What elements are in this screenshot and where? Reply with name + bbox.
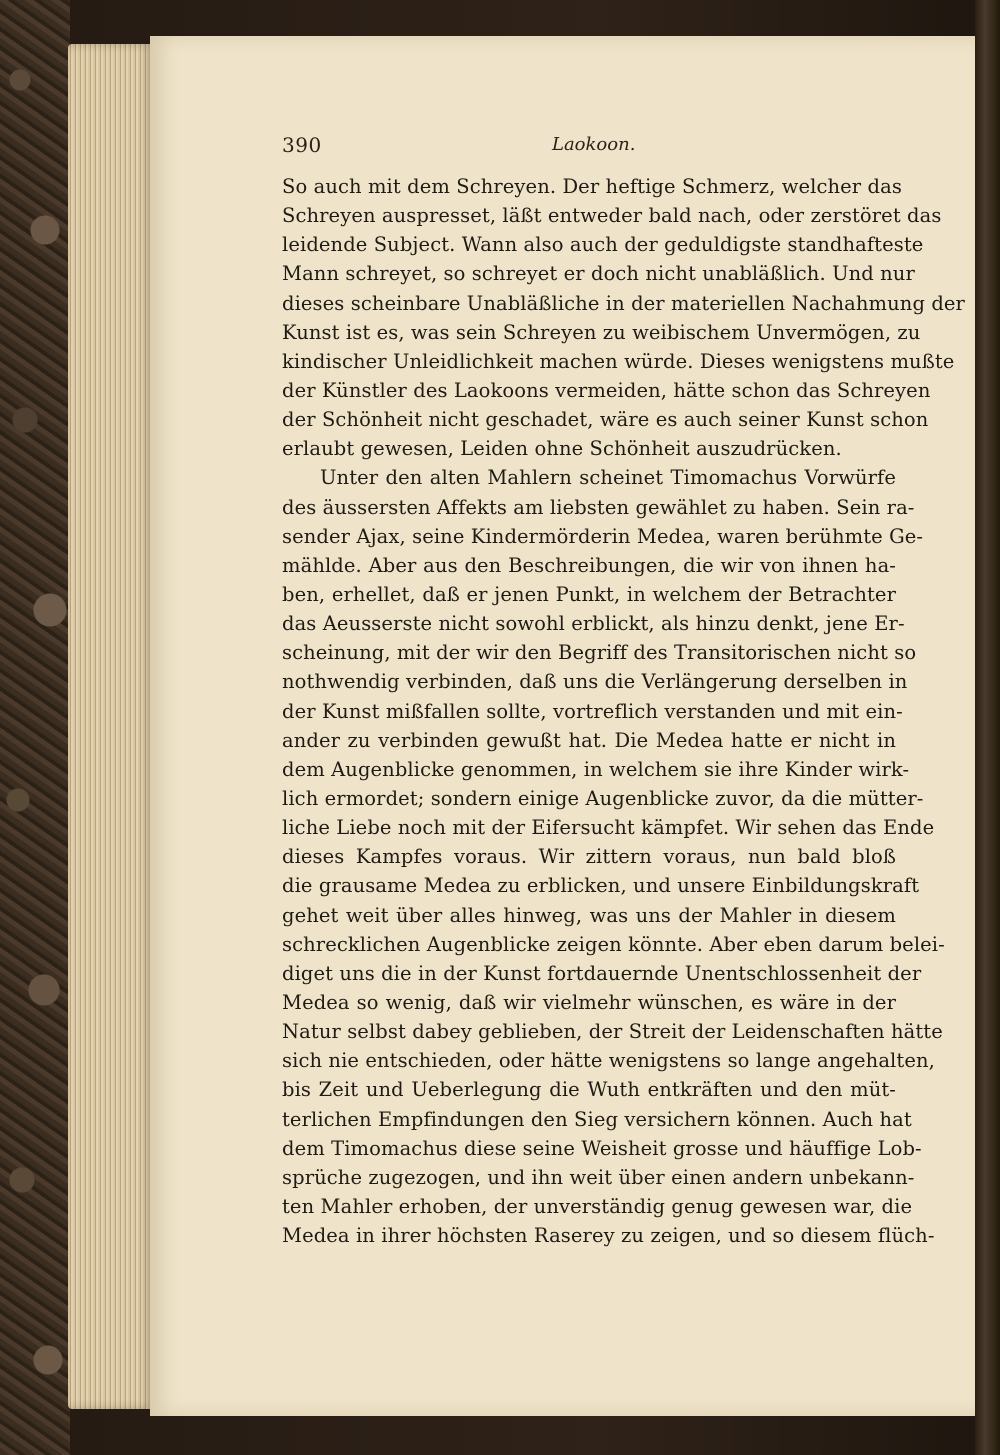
text-line: ten Mahler erhoben, der unverständig genug gewesen war, die	[282, 1194, 913, 1218]
text-line: der Künstler des Laokoons vermeiden, hätte schon das Schreyen	[282, 378, 931, 402]
text-line: mählde. Aber aus den Beschreibungen, die wir von ihnen ha-	[282, 553, 896, 577]
text-line: des äussersten Affekts am liebsten gewählet zu haben. Sein ra-	[282, 495, 915, 519]
page-number: 390	[282, 133, 322, 157]
text-line: dieses scheinbare Unabläßliche in der materiellen Nachahmung der	[282, 291, 965, 315]
text-line: scheinung, mit der wir den Begriff des Transitorischen nicht so	[282, 641, 917, 665]
text-line: Kunst ist es, was sein Schreyen zu weibischem Unvermögen, zu	[282, 320, 921, 344]
text-line: sprüche zugezogen, und ihn weit über einen andern unbekann-	[282, 1165, 915, 1189]
body-text	[282, 172, 965, 1250]
text-line: dem Timomachus diese seine Weisheit grosse und häuffige Lob-	[282, 1136, 922, 1160]
text-line: der Kunst mißfallen sollte, vortreflich verstanden und mit ein-	[282, 699, 903, 723]
text-line: kindischer Unleidlichkeit machen würde. Dieses wenigstens mußte	[282, 349, 955, 373]
text-line: Schreyen auspresset, läßt entweder bald nach, oder zerstöret das	[282, 204, 942, 228]
text-line: bis Zeit und Ueberlegung die Wuth entkräften und den müt-	[282, 1078, 896, 1102]
text-line: gehet weit über alles hinweg, was uns der Mahler in diesem	[282, 903, 896, 927]
text-line: die grausame Medea zu erblicken, und unsere Einbildungskraft	[282, 874, 920, 898]
text-line: das Aeusserste nicht sowohl erblickt, als hinzu denkt, jene Er-	[282, 612, 905, 636]
text-line: dieses Kampfes voraus. Wir zittern voraus, nun bald bloß	[282, 845, 896, 869]
text-line: sender Ajax, seine Kindermörderin Medea, waren berühmte Ge-	[282, 524, 924, 548]
page-edges	[68, 44, 154, 1409]
marbled-cover-edge	[0, 0, 70, 1455]
text-line: Medea so wenig, daß wir vielmehr wünschen, es wäre in der	[282, 990, 896, 1014]
text-line: terlichen Empfindungen den Sieg versichern können. Auch hat	[282, 1107, 912, 1131]
right-gutter	[975, 0, 1000, 1455]
text-line: schrecklichen Augenblicke zeigen könnte. Aber eben darum belei-	[282, 932, 945, 956]
text-line: leidende Subject. Wann also auch der geduldigste standhafteste	[282, 233, 924, 257]
text-line: ander zu verbinden gewußt hat. Die Medea hatte er nicht in	[282, 728, 896, 752]
text-line: sich nie entschieden, oder hätte wenigstens so lange angehalten,	[282, 1049, 935, 1073]
text-line: lich ermordet; sondern einige Augenblicke zuvor, da die mütter-	[282, 786, 924, 810]
running-title: Laokoon.	[552, 134, 636, 155]
text-line: So auch mit dem Schreyen. Der heftige Schmerz, welcher das	[282, 175, 902, 198]
text-line: der Schönheit nicht geschadet, wäre es auch seiner Kunst schon	[282, 408, 929, 432]
text-line: Mann schreyet, so schreyet er doch nicht unabläßlich. Und nur	[282, 262, 915, 286]
text-line: liche Liebe noch mit der Eifersucht kämpfet. Wir sehen das Ende	[282, 816, 935, 840]
text-line: Natur selbst dabey geblieben, der Streit der Leidenschaften hätte	[282, 1020, 943, 1044]
text-line: nothwendig verbinden, daß uns die Verlängerung derselben in	[282, 670, 908, 694]
running-head	[282, 133, 896, 159]
text-line: dem Augenblicke genommen, in welchem sie ihre Kinder wirk-	[282, 757, 910, 781]
text-line: Unter den alten Mahlern scheinet Timomachus Vorwürfe	[320, 466, 896, 490]
text-line: diget uns die in der Kunst fortdauernde Unentschlossenheit der	[282, 961, 922, 985]
text-line: erlaubt gewesen, Leiden ohne Schönheit auszudrücken.	[282, 437, 842, 461]
text-line: Medea in ihrer höchsten Raserey zu zeigen, und so diesem flüch-	[282, 1224, 935, 1248]
text-line: ben, erhellet, daß er jenen Punkt, in welchem der Betrachter	[282, 582, 896, 606]
